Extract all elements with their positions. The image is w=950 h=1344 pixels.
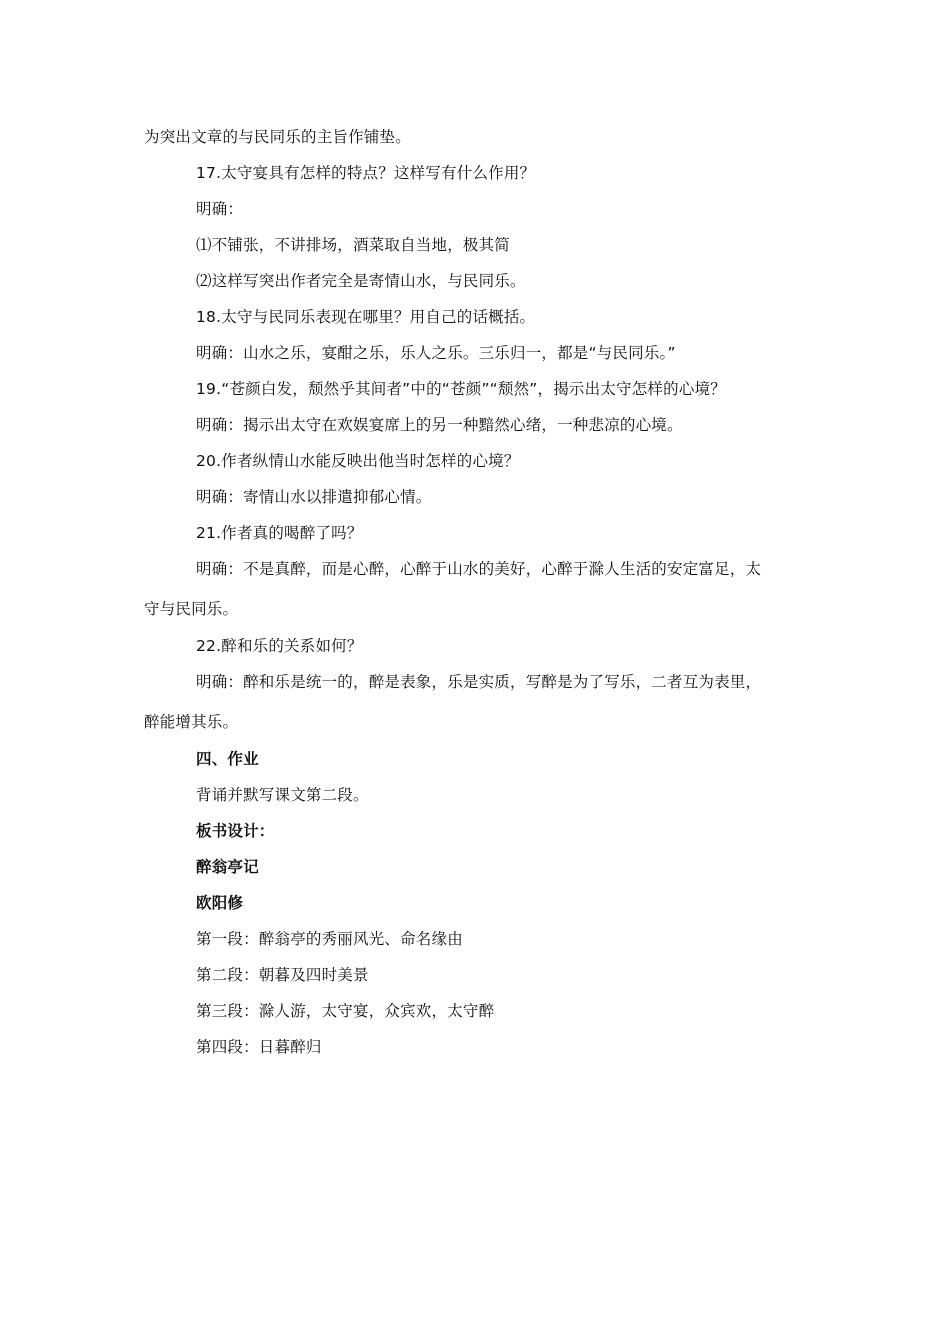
answer-20: 明确：寄情山水以排遣抑郁心情。: [196, 488, 432, 506]
question-17: 17.太守宴具有怎样的特点？这样写有什么作用？: [196, 164, 536, 182]
answer-22-continued: 醉能增其乐。: [144, 713, 239, 731]
answer-item-2: ⑵这样写突出作者完全是寄情山水，与民同乐。: [196, 272, 526, 290]
question-18: 18.太守与民同乐表现在哪里？用自己的话概括。: [196, 308, 536, 326]
answer-22: 明确：醉和乐是统一的，醉是表象，乐是实质，写醉是为了写乐，二者互为表里，: [196, 673, 762, 691]
answer-label: 明确：: [196, 200, 244, 218]
answer-21-continued: 守与民同乐。: [144, 600, 239, 618]
paragraph-line: 为突出文章的与民同乐的主旨作铺垫。: [144, 128, 411, 146]
question-20: 20.作者纵情山水能反映出他当时怎样的心境？: [196, 452, 520, 470]
question-19: 19.“苍颜白发，颓然乎其间者”中的“苍颜”“颓然”，揭示出太守怎样的心境？: [196, 380, 726, 398]
board-paragraph-3: 第三段：滁人游，太守宴，众宾欢，太守醉: [196, 1002, 495, 1020]
board-design-heading: 板书设计：: [196, 822, 275, 840]
question-22: 22.醉和乐的关系如何？: [196, 637, 363, 655]
homework-text: 背诵并默写课文第二段。: [196, 786, 369, 804]
section-heading-homework: 四、作业: [196, 750, 259, 768]
answer-item-1: ⑴不铺张，不讲排场，酒菜取自当地，极其简: [196, 236, 511, 254]
question-21: 21.作者真的喝醉了吗？: [196, 524, 363, 542]
board-title: 醉翁亭记: [196, 858, 259, 876]
board-paragraph-2: 第二段：朝暮及四时美景: [196, 966, 369, 984]
answer-18: 明确：山水之乐，宴酣之乐，乐人之乐。三乐归一，都是“与民同乐。”: [196, 344, 676, 362]
board-author: 欧阳修: [196, 894, 244, 912]
board-paragraph-4: 第四段：日暮醉归: [196, 1038, 322, 1056]
board-paragraph-1: 第一段：醉翁亭的秀丽风光、命名缘由: [196, 930, 463, 948]
answer-19: 明确：揭示出太守在欢娱宴席上的另一种黯然心绪，一种悲凉的心境。: [196, 416, 683, 434]
answer-21: 明确：不是真醉，而是心醉，心醉于山水的美好，心醉于滁人生活的安定富足，太: [196, 560, 762, 578]
